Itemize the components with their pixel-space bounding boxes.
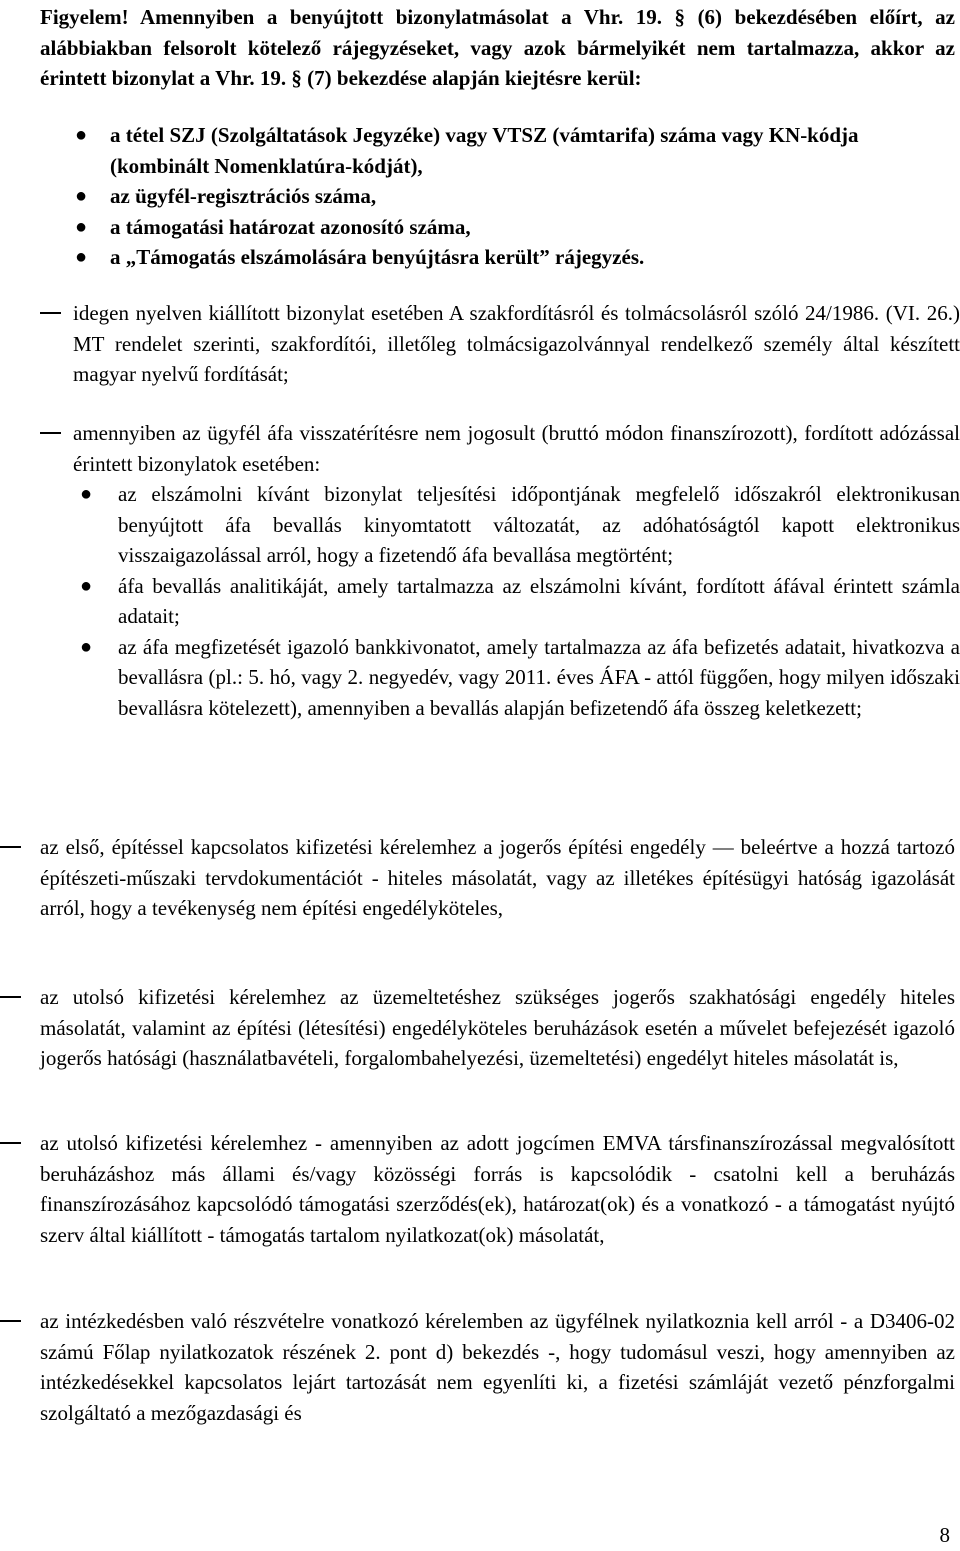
page-number: 8 <box>939 1523 950 1547</box>
bullet-icon: ● <box>75 185 88 207</box>
notice-list <box>40 120 955 273</box>
dash-icon <box>0 1142 21 1144</box>
vat-sub-item: ● áfa bevallás analitikáját, amely tartalmazza az elszámolni kívánt, fordított áfával érintett számla adatait; <box>40 571 960 632</box>
notice-paragraph <box>40 2 955 94</box>
bullet-icon: ● <box>80 483 93 505</box>
dash-icon <box>0 996 21 998</box>
bullet-icon: ● <box>80 635 93 658</box>
dash-item-operation-permit: az utolsó kifizetési kérelemhez az üzemeltetéshez szükséges jogerős szakhatósági engedély hiteles másolatát, valamint az építési (létesítési) engedélyköteles beruházások esetén a művelet befejezését igazoló jogerős hatósági (használatbavételi, forgalombahelyezési, üzemeltetési) engedélyt hiteles másolatát is, <box>0 982 955 1074</box>
notice-list-item: ● a tétel SZJ (Szolgáltatások Jegyzéke) vagy VTSZ (vámtarifa) száma vagy KN-kódja (kombinált Nomenklatúra-kódját), <box>40 120 955 181</box>
dash-icon <box>40 312 61 314</box>
bullet-icon: ● <box>75 215 88 238</box>
vat-sub-item: ● az áfa megfizetését igazoló bankkivonatot, amely tartalmazza az áfa befizetés adatait, hivatkozva a bevallásra (pl.: 5. hó, vagy 2. negyedév, vagy 2011. éves ÁFA - attól függően, hogy milyen időszaki bevallásra kötelezett), amennyiben a bevallás alapján befizetendő áfa összeg keletkezett; <box>40 632 960 724</box>
notice-list-item: ● a „Támogatás elszámolására benyújtásra került” rájegyzés. <box>40 242 955 273</box>
vat-sub-list <box>40 479 960 723</box>
dash-item-translation: idegen nyelven kiállított bizonylat esetében A szakfordításról és tolmácsolásról szóló 24/1986. (VI. 26.) MT rendelet szerinti, szakfordítói, illetőleg tolmácsigazolvánnyal rendelkező személy által készített magyar nyelvű fordítását; <box>40 298 960 390</box>
bullet-icon: ● <box>80 574 93 597</box>
dash-icon <box>40 432 61 434</box>
dash-item-cofinancing: az utolsó kifizetési kérelemhez - amennyiben az adott jogcímen EMVA társfinanszírozással megvalósított beruházáshoz más állami és/vagy közösségi forrás is kapcsolódik - csatolni kell a beruházás finanszírozásához kapcsolódó támogatási szerződés(ek), határozat(ok) és a vonatkozó - a támogatást nyújtó szerv által kiállított - támogatás tartalom nyilatkozat(ok) másolatát, <box>0 1128 955 1250</box>
dash-icon <box>0 846 21 848</box>
dash-icon <box>0 1320 21 1322</box>
bullet-icon: ● <box>75 124 88 146</box>
dash-item-building-permit: az első, építéssel kapcsolatos kifizetési kérelemhez a jogerős építési engedély — beleértve a hozzá tartozó építészeti-műszaki tervdokumentációt - hiteles másolatát, vagy az illetékes építésügyi hatóság igazolását arról, hogy a tevékenység nem építési engedélyköteles, <box>0 832 955 924</box>
vat-sub-item: ● az elszámolni kívánt bizonylat teljesítési időpontjának megfelelő időszakról elektronikusan benyújtott áfa bevallás kinyomtatott változatát, az adóhatóságtól kapott elektronikus visszaigazolással arról, hogy a fizetendő áfa bevallása megtörtént; <box>40 479 960 571</box>
dash-item-vat: amennyiben az ügyfél áfa visszatérítésre nem jogosult (bruttó módon finanszírozott), fordított adózással érintett bizonylatok esetében: ● az elszámolni kívánt bizonylat teljesítési időpontjának megfelelő időszakról elektronikusan benyújtott áfa bevallás kinyomtatott változatát, az adóhatóságtól kapott elektronikus visszaigazolással arról, hogy a fizetendő áfa bevallása megtörtént; ● áfa bevallás analitikáját, amely tartalmazza az elszámolni kívánt, fordított áfával érintett számla adatait; ● az áfa megfizetését igazoló bankkivonatot, amely tartalmazza az áfa befizetés adatait, hivatkozva a bevallásra (pl.: 5. hó, vagy 2. negyedév, vagy 2011. éves ÁFA - attól függően, hogy milyen időszaki bevallásra kötelezett), amennyiben a bevallás alapján befizetendő áfa összeg keletkezett; <box>40 418 960 723</box>
notice-list-item: ● a támogatási határozat azonosító száma, <box>40 212 955 243</box>
notice-intro: Figyelem! Amennyiben a benyújtott bizonylatmásolat a Vhr. 19. § (6) bekezdésében előírt, az alábbiakban felsorolt kötelező rájegyzéseket, vagy azok bármelyikét nem tartalmazza, akkor az érintett bizonylat a Vhr. 19. § (7) bekezdése alapján kiejtésre kerül: <box>40 5 955 90</box>
bullet-icon: ● <box>75 246 88 268</box>
notice-list-item: ● az ügyfél-regisztrációs száma, <box>40 181 955 212</box>
dash-item-declaration: az intézkedésben való részvételre vonatkozó kérelemben az ügyfélnek nyilatkoznia kell arról - a D3406-02 számú Főlap nyilatkozatok részének 2. pont d) bekezdés -, hogy tudomásul veszi, hogy amennyiben az intézkedésekkel kapcsolatos lejárt tartozását nem egyenlíti ki, a fizetési számláját vezető pénzforgalmi szolgáltató a mezőgazdasági és <box>0 1306 955 1428</box>
